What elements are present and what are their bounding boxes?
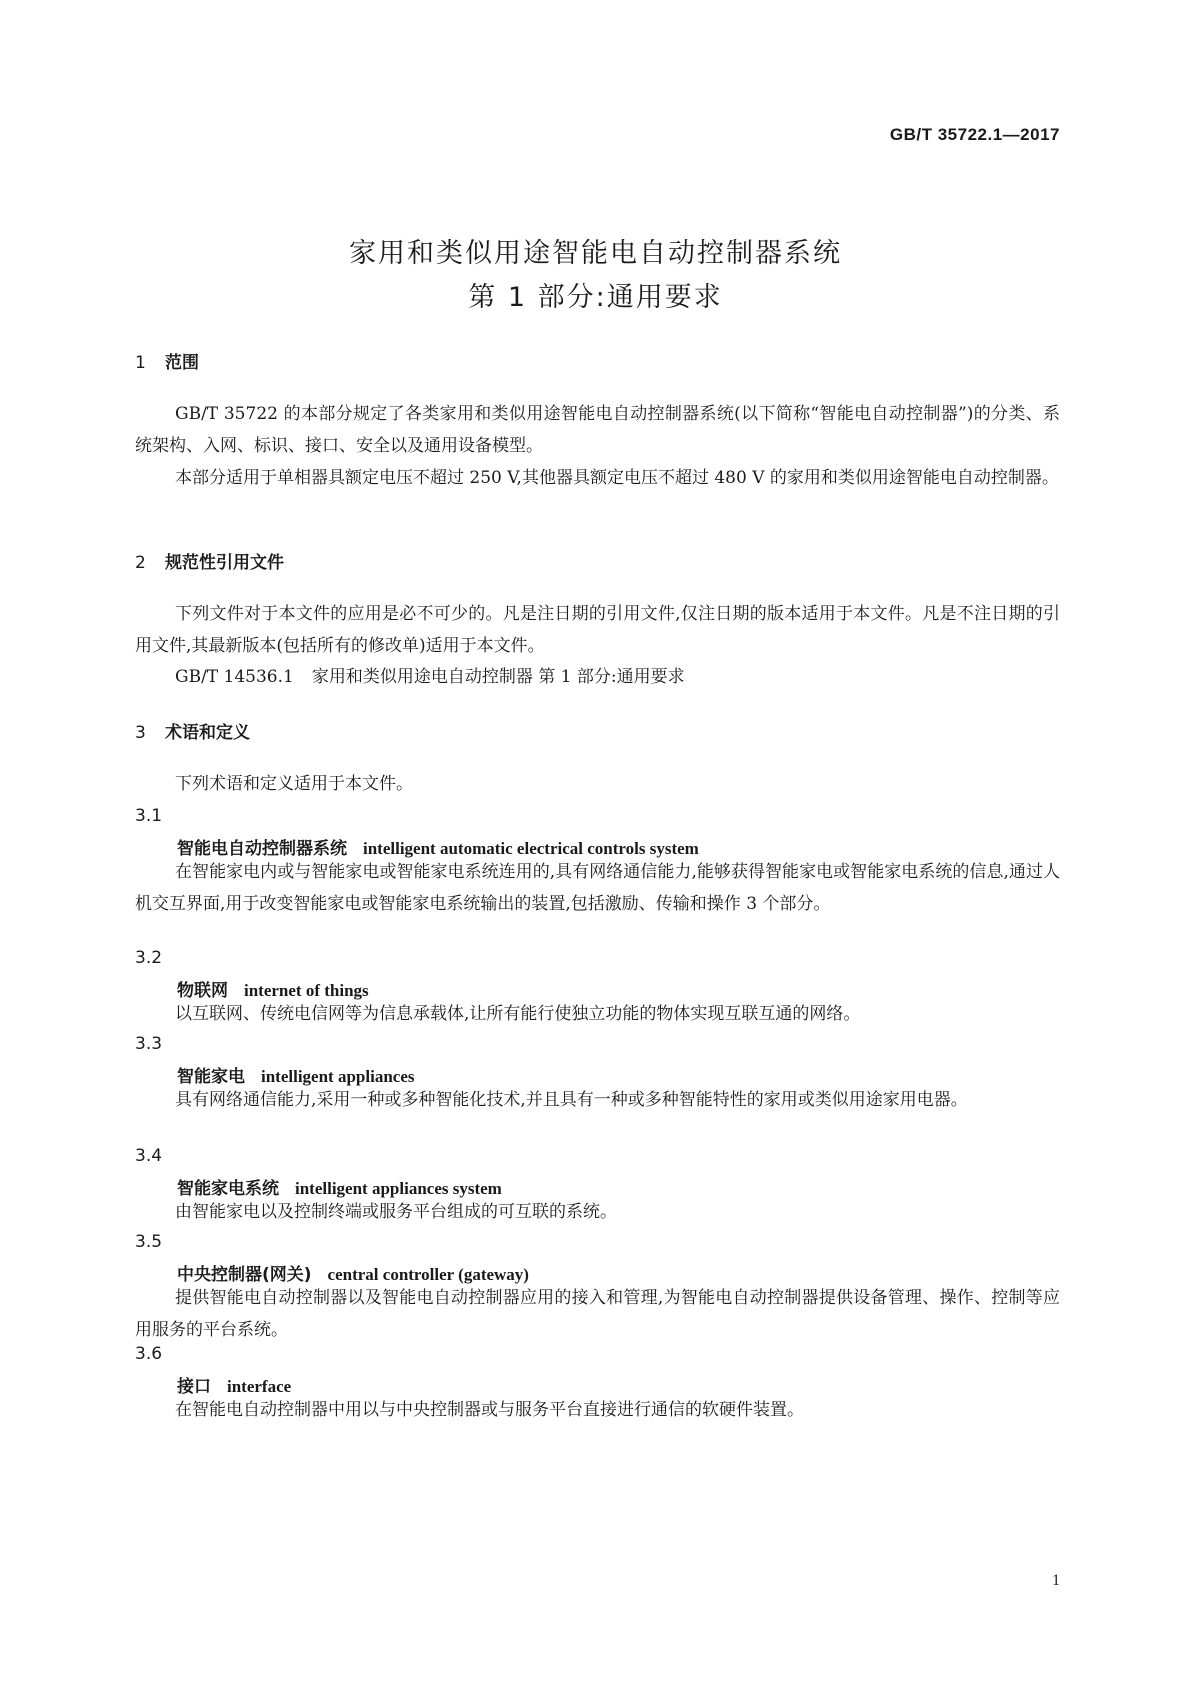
clause-number: 3.6 (135, 1344, 163, 1364)
term-chinese: 物联网 (177, 981, 228, 1001)
term-definition: 由智能家电以及控制终端或服务平台组成的可互联的系统。 (175, 1202, 617, 1222)
term-chinese: 智能家电系统 (177, 1179, 279, 1199)
section-2-heading (135, 548, 284, 573)
term-chinese: 中央控制器(网关) (177, 1265, 312, 1285)
reference-entry (175, 662, 685, 687)
section-1-heading (135, 348, 199, 373)
clause-number: 3.5 (135, 1232, 163, 1252)
section-title: 范围 (165, 353, 199, 373)
clause-number: 3.4 (135, 1146, 163, 1166)
term-definition: 提供智能电自动控制器以及智能电自动控制器应用的接入和管理,为智能电自动控制器提供设备管理、操作、控制等应用服务的平台系统。 (135, 1288, 1060, 1340)
scope-paragraph-2: 本部分适用于单相器具额定电压不超过 250 V,其他器具额定电压不超过 480 V 的家用和类似用途智能电自动控制器。 (175, 468, 1059, 488)
normative-references-paragraph: 下列文件对于本文件的应用是必不可少的。凡是注日期的引用文件,仅注日期的版本适用于本文件。凡是不注日期的引用文件,其最新版本(包括所有的修改单)适用于本文件。 (135, 604, 1060, 656)
term-english: intelligent appliances (261, 1067, 415, 1086)
scope-paragraph-1: GB/T 35722 的本部分规定了各类家用和类似用途智能电自动控制器系统(以下简称“智能电自动控制器”)的分类、系统架构、入网、标识、接口、安全以及通用设备模型。 (135, 404, 1060, 456)
clause-number: 3.1 (135, 806, 163, 826)
terms-intro: 下列术语和定义适用于本文件。 (175, 774, 413, 794)
clause-number: 3.3 (135, 1034, 163, 1054)
term-chinese: 智能电自动控制器系统 (177, 839, 347, 859)
section-3-heading (135, 718, 250, 743)
document-subtitle: 第 1 部分:通用要求 (468, 282, 723, 313)
clause-number: 3.2 (135, 948, 163, 968)
term-english: intelligent automatic electrical controls system (363, 839, 699, 858)
section-number: 3 (135, 723, 146, 743)
term-english: central controller (gateway) (327, 1265, 529, 1284)
term-english: internet of things (244, 981, 369, 1000)
term-definition: 在智能电自动控制器中用以与中央控制器或与服务平台直接进行通信的软硬件装置。 (175, 1400, 804, 1420)
term-chinese: 智能家电 (177, 1067, 245, 1087)
document-title: 家用和类似用途智能电自动控制器系统 (349, 238, 842, 269)
standard-number: GB/T 35722.1—2017 (889, 125, 1060, 144)
term-english: intelligent appliances system (295, 1179, 502, 1198)
term-chinese: 接口 (177, 1377, 211, 1397)
term-definition: 以互联网、传统电信网等为信息承载体,让所有能行使独立功能的物体实现互联互通的网络。 (175, 1004, 861, 1024)
section-title: 规范性引用文件 (165, 553, 284, 573)
reference-standard-number: GB/T 14536.1 (175, 667, 294, 687)
page-number: 1 (1052, 1572, 1060, 1589)
section-title: 术语和定义 (165, 723, 250, 743)
reference-title: 家用和类似用途电自动控制器 第 1 部分:通用要求 (311, 667, 685, 687)
term-english: interface (227, 1377, 292, 1396)
term-definition: 具有网络通信能力,采用一种或多种智能化技术,并且具有一种或多种智能特性的家用或类似用途家用电器。 (175, 1090, 968, 1110)
term-definition: 在智能家电内或与智能家电或智能家电系统连用的,具有网络通信能力,能够获得智能家电或智能家电系统的信息,通过人机交互界面,用于改变智能家电或智能家电系统输出的装置,包括激励、传输和操作 3 个部分。 (135, 862, 1060, 914)
section-number: 1 (135, 353, 146, 373)
section-number: 2 (135, 553, 146, 573)
